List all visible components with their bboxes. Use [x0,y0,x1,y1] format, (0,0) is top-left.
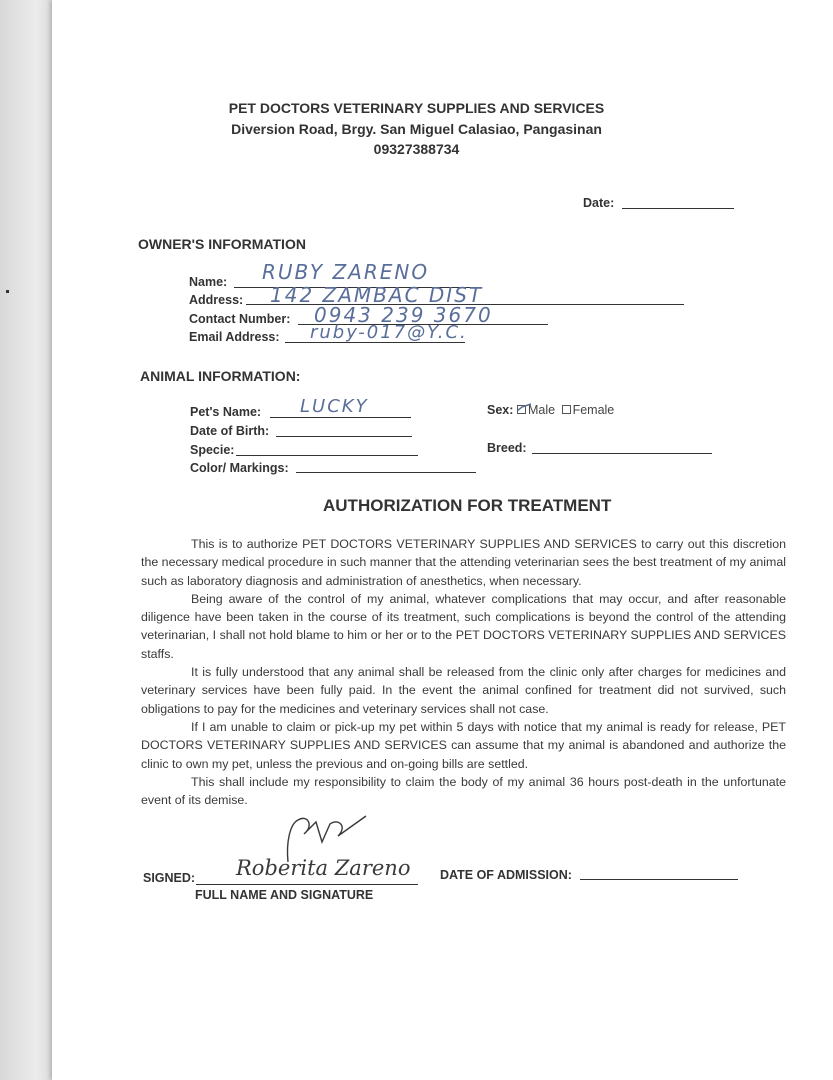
date-admission-field[interactable] [580,879,738,880]
authorization-body [141,535,786,809]
signature-field[interactable] [196,884,418,885]
breed-label: Breed: [487,441,527,455]
authorization-paragraph: If I am unable to claim or pick-up my pet within 5 days with notice that my animal is ready for release, PET DOCTORS VETERINARY SUPPLIES AND SERVICES can assume that my animal is abandoned and authorize the clinic to own my pet, unless the previous and on-going bills are settled. [141,719,786,771]
color-field[interactable] [296,472,476,473]
owner-contact-label: Contact Number: [189,312,291,326]
authorization-paragraph: This is to authorize PET DOCTORS VETERINARY SUPPLIES AND SERVICES to carry out this discretion the necessary medical procedure in such manner that the attending veterinarian sees the best treatment of my animal such as laboratory diagnosis and administration of anesthetics, when necessary. [141,537,786,588]
pet-name-field[interactable] [270,417,411,418]
clinic-name: PET DOCTORS VETERINARY SUPPLIES AND SERVICES [228,100,605,116]
sex-label: Sex: [487,403,514,417]
owner-email-value: ruby-017@Y.C. [310,322,468,343]
specie-field[interactable] [236,455,418,456]
owner-section-title: OWNER'S INFORMATION [138,236,306,252]
owner-email-label: Email Address: [189,330,280,344]
color-label: Color/ Markings: [190,461,289,475]
pet-name-label: Pet's Name: [190,405,262,419]
male-check-mark [516,402,532,416]
female-checkbox[interactable] [562,405,571,414]
breed-field[interactable] [532,453,712,454]
signature-value: Roberita Zareno [236,856,411,880]
signed-label: SIGNED: [143,871,196,885]
authorization-title: AUTHORIZATION FOR TREATMENT [323,496,612,515]
scan-margin [0,0,52,1080]
date-label: Date: [583,196,615,210]
pet-name-value: LUCKY [300,396,369,417]
dob-field[interactable] [276,436,412,437]
date-field[interactable] [622,208,734,209]
clinic-phone: 09327388734 [373,141,460,157]
owner-contact-value: 0943 239 3670 [314,303,493,327]
female-option-label: Female [572,403,615,417]
specie-label: Specie: [190,443,235,457]
authorization-paragraph: This shall include my responsibility to claim the body of my animal 36 hours post-death in the unfortunate event of its demise. [141,774,786,808]
owner-address-label: Address: [189,293,244,307]
animal-section-title: ANIMAL INFORMATION: [140,368,301,384]
authorization-paragraph: It is fully understood that any animal shall be released from the clinic only after charges for medicines and veterinary services have been fully paid. In the event the animal confined for treatment did not survived, such obligations to pay for the medicines and veterinary services shall not case. [141,665,786,716]
clinic-address: Diversion Road, Brgy. San Miguel Calasiao, Pangasinan [231,121,602,137]
full-name-label: FULL NAME AND SIGNATURE [195,888,374,902]
male-option-label: Male [528,403,556,417]
authorization-paragraph: Being aware of the control of my animal, whatever complications that may occur, and after reasonable diligence have been taken in the course of its treatment, such complications is beyond the control of the attending veterinarian, I shall not hold blame to him or her or to the PET DOCTORS VETERINARY SUPPLIES AND SERVICES staffs. [141,591,786,661]
owner-name-label: Name: [189,275,228,289]
dob-label: Date of Birth: [190,424,270,438]
date-admission-label: DATE OF ADMISSION: [440,868,572,882]
owner-address-value: 142 ZAMBAC DIST [270,283,484,307]
owner-name-value: RUBY ZARENO [262,260,430,284]
